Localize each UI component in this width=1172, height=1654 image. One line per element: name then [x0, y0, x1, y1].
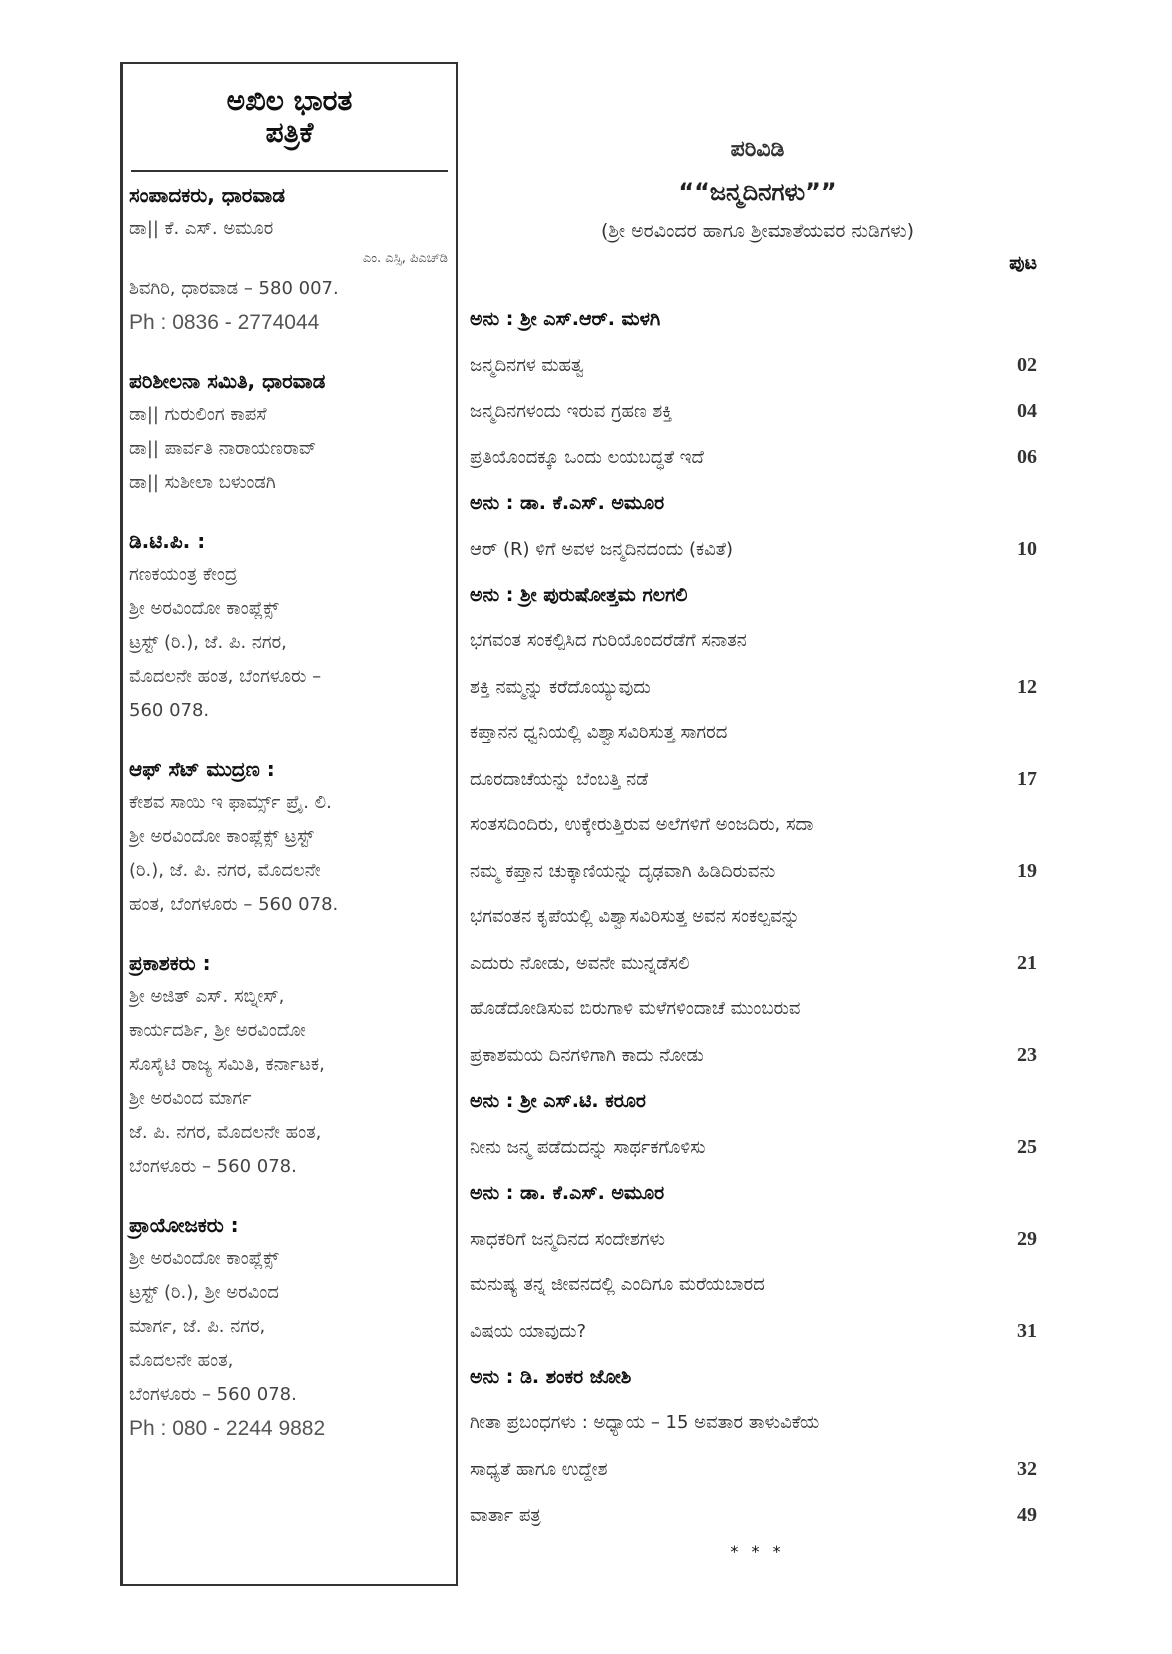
sponsor-phone: Ph : 080 - 2244 9882	[129, 1417, 326, 1440]
toc-title: ಹೊಡೆದೋಡಿಸುವ ಬಿರುಗಾಳಿ ಮಳೆಗಳಿಂದಾಚೆ ಮುಂಬರುವ	[470, 998, 801, 1019]
toc-page-number: 04	[1017, 400, 1037, 422]
toc-title: ಸಾಧಕರಿಗೆ ಜನ್ಮದಿನದ ಸಂದೇಶಗಳು	[470, 1229, 666, 1250]
toc-author	[470, 572, 1045, 618]
toc-title: ಅನು : ಶ್ರೀ ಎಸ್.ಆರ್. ಮಳಗಿ	[470, 308, 661, 330]
page-column-header: ಪುಟ	[1009, 252, 1037, 274]
toc-entry	[470, 434, 1045, 480]
offset-heading: ಆಫ್ ಸೆಟ್ ಮುದ್ರಣ :	[129, 757, 275, 781]
toc-page-number: 02	[1017, 354, 1037, 376]
publisher-line: ಕಾರ್ಯದರ್ಶಿ, ಶ್ರೀ ಅರವಿಂದೋ	[129, 1020, 306, 1041]
toc-page-number: 32	[1017, 1458, 1037, 1480]
toc-title: ನಮ್ಮ ಕಪ್ತಾನ ಚುಕ್ಕಾಣಿಯನ್ನು ದೃಢವಾಗಿ ಹಿಡಿದಿರುವನು	[470, 861, 776, 882]
end-mark: * * *	[730, 1542, 785, 1561]
toc-entry	[470, 802, 1045, 848]
toc-page-number: 29	[1017, 1228, 1037, 1250]
toc-title: ಭಗವಂತನ ಕೃಪೆಯಲ್ಲಿ ವಿಶ್ವಾಸವಿರಿಸುತ್ತ ಅವನ ಸಂಕಲ್ಪವನ್ನು	[470, 906, 800, 927]
review-member: ಡಾ|| ಪಾರ್ವತಿ ನಾರಾಯಣರಾವ್	[129, 438, 317, 459]
toc-title: ನೀನು ಜನ್ಮ ಪಡೆದುದನ್ನು ಸಾರ್ಥಕಗೊಳಿಸು	[470, 1137, 706, 1158]
toc-title: ಪ್ರತಿಯೊಂದಕ್ಕೂ ಒಂದು ಲಯಬದ್ಧತೆ ಇದೆ	[470, 447, 704, 468]
toc-title: ಸಾಧ್ಯತೆ ಹಾಗೂ ಉದ್ದೇಶ	[470, 1459, 608, 1480]
toc-title: ಗೀತಾ ಪ್ರಬಂಧಗಳು : ಅಧ್ಯಾಯ – 15 ಅವತಾರ ತಾಳುವಿಕೆಯ	[470, 1412, 820, 1433]
issue-subject: ““ಜನ್ಮದಿನಗಳು””	[678, 178, 837, 206]
dtp-line: ಟ್ರಸ್ಟ್ (ರಿ.), ಜೆ. ಪಿ. ನಗರ,	[129, 632, 287, 653]
toc-page-number: 12	[1017, 676, 1037, 698]
toc-title: ಅನು : ಶ್ರೀ ಎಸ್.ಟಿ. ಕರೂರ	[470, 1090, 646, 1112]
toc-title: ಜನ್ಮದಿನಗಳಂದು ಇರುವ ಗ್ರಹಣ ಶಕ್ತಿ	[470, 401, 673, 422]
toc-title: ಜನ್ಮದಿನಗಳ ಮಹತ್ವ	[470, 355, 584, 376]
toc-page-number: 21	[1017, 952, 1037, 974]
offset-line: ಹಂತ, ಬೆಂಗಳೂರು – 560 078.	[129, 894, 339, 915]
toc-entry	[470, 1262, 1045, 1308]
offset-line: ಕೇಶವ ಸಾಯಿ ಇ ಫಾರ್ಮ್ಸ್ ಪ್ರೈ. ಲಿ.	[129, 792, 332, 813]
toc-title: ಅನು : ಡಾ. ಕೆ.ಎಸ್. ಅಮೂರ	[470, 1182, 665, 1204]
toc-title: ಆರ್ (R) ಳಿಗೆ ಅವಳ ಜನ್ಮದಿನದಂದು (ಕವಿತೆ)	[470, 539, 734, 560]
toc-author	[470, 1078, 1045, 1124]
toc-title: ಸಂತಸದಿಂದಿರು, ಉಕ್ಕೇರುತ್ತಿರುವ ಅಲೆಗಳಿಗೆ ಅಂಜದಿರು, ಸದಾ	[470, 814, 814, 835]
toc-title: ಅನು : ಡಿ. ಶಂಕರ ಜೋಶಿ	[470, 1366, 632, 1388]
toc-page-number: 23	[1017, 1044, 1037, 1066]
sponsor-line: ಮಾರ್ಗ, ಜೆ. ಪಿ. ನಗರ,	[129, 1316, 266, 1337]
toc-title: ಶಕ್ತಿ ನಮ್ಮನ್ನು ಕರೆದೊಯ್ಯುವುದು	[470, 677, 651, 698]
dtp-line: ಗಣಕಯಂತ್ರ ಕೇಂದ್ರ	[129, 564, 238, 585]
toc-title: ವಿಷಯ ಯಾವುದು?	[470, 1321, 587, 1342]
toc-entry	[470, 342, 1045, 388]
toc-page-number: 10	[1017, 538, 1037, 560]
publisher-heading: ಪ್ರಕಾಶಕರು :	[129, 951, 211, 975]
offset-line: ಶ್ರೀ ಅರವಿಂದೋ ಕಾಂಪ್ಲೆಕ್ಸ್ ಟ್ರಸ್ಟ್	[129, 826, 314, 847]
dtp-heading: ಡಿ.ಟಿ.ಪಿ. :	[129, 529, 206, 553]
masthead-line: ಪತ್ರಿಕೆ	[265, 116, 314, 149]
toc-entry	[470, 1032, 1045, 1078]
editor-heading: ಸಂಪಾದಕರು, ಧಾರವಾಡ	[129, 183, 285, 207]
toc-page-number: 49	[1017, 1504, 1037, 1526]
masthead-line: ಅಖಿಲ ಭಾರತ	[226, 84, 353, 117]
toc-author	[470, 1354, 1045, 1400]
editor-qualification: ಎಂ. ಎಸ್ಸಿ, ಪಿಎಚ್‌ಡಿ	[362, 251, 448, 266]
editor-name: ಡಾ|| ಕೆ. ಎಸ್. ಅಮೂರ	[129, 218, 274, 239]
toc-page-number: 31	[1017, 1320, 1037, 1342]
toc-entry	[470, 1216, 1045, 1262]
sponsor-line: ಮೊದಲನೇ ಹಂತ,	[129, 1350, 234, 1371]
toc-page-number: 19	[1017, 860, 1037, 882]
editor-phone: Ph : 0836 - 2774044	[129, 311, 320, 334]
issue-subtitle: (ಶ್ರೀ ಅರವಿಂದರ ಹಾಗೂ ಶ್ರೀಮಾತೆಯವರ ನುಡಿಗಳು)	[600, 220, 915, 242]
toc-entry	[470, 756, 1045, 802]
toc-entry	[470, 1308, 1045, 1354]
sponsor-line: ಬೆಂಗಳೂರು – 560 078.	[129, 1384, 297, 1405]
dtp-line: 560 078.	[129, 700, 210, 721]
publisher-line: ಶ್ರೀ ಅಜಿತ್ ಎಸ್. ಸಬ್ನೀಸ್,	[129, 986, 285, 1007]
publisher-line: ಜೆ. ಪಿ. ನಗರ, ಮೊದಲನೇ ಹಂತ,	[129, 1122, 322, 1143]
toc-title: ಪ್ರಕಾಶಮಯ ದಿನಗಳಿಗಾಗಿ ಕಾದು ನೋಡು	[470, 1045, 704, 1066]
review-member: ಡಾ|| ಗುರುಲಿಂಗ ಕಾಪಸೆ	[129, 404, 267, 425]
review-heading: ಪರಿಶೀಲನಾ ಸಮಿತಿ, ಧಾರವಾಡ	[129, 369, 326, 393]
toc-title: ವಾರ್ತಾ ಪತ್ರ	[470, 1505, 541, 1526]
sponsor-line: ಟ್ರಸ್ಟ್ (ರಿ.), ಶ್ರೀ ಅರವಿಂದ	[129, 1282, 279, 1303]
toc-page-number: 06	[1017, 446, 1037, 468]
toc-entry	[470, 710, 1045, 756]
toc-entry	[470, 1124, 1045, 1170]
toc-title: ಅನು : ಡಾ. ಕೆ.ಎಸ್. ಅಮೂರ	[470, 492, 665, 514]
toc-author	[470, 296, 1045, 342]
sponsor-line: ಶ್ರೀ ಅರವಿಂದೋ ಕಾಂಪ್ಲೆಕ್ಸ್	[129, 1248, 279, 1269]
dtp-line: ಮೊದಲನೇ ಹಂತ, ಬೆಂಗಳೂರು –	[129, 666, 322, 687]
sponsor-heading: ಪ್ರಾಯೋಜಕರು :	[129, 1213, 239, 1237]
toc-entry	[470, 1446, 1045, 1492]
toc-title: ಎದುರು ನೋಡು, ಅವನೇ ಮುನ್ನಡೆಸಲಿ	[470, 953, 690, 974]
masthead-sidebar	[120, 62, 458, 1586]
toc-entry	[470, 940, 1045, 986]
toc-title: ಕಪ್ತಾನನ ಧ್ವನಿಯಲ್ಲಿ ವಿಶ್ವಾಸವಿರಿಸುತ್ತ ಸಾಗರದ	[470, 722, 728, 743]
table-of-contents	[470, 130, 1045, 1561]
toc-entry	[470, 894, 1045, 940]
toc-page-number: 17	[1017, 768, 1037, 790]
toc-title: ಭಗವಂತ ಸಂಕಲ್ಪಿಸಿದ ಗುರಿಯೊಂದರೆಡೆಗೆ ಸನಾತನ	[470, 630, 747, 651]
toc-entry	[470, 1492, 1045, 1538]
toc-author	[470, 1170, 1045, 1216]
dtp-line: ಶ್ರೀ ಅರವಿಂದೋ ಕಾಂಪ್ಲೆಕ್ಸ್	[129, 598, 279, 619]
toc-entry	[470, 986, 1045, 1032]
toc-entry	[470, 618, 1045, 664]
toc-entry	[470, 664, 1045, 710]
toc-title: ಅನು : ಶ್ರೀ ಪುರುಷೋತ್ತಮ ಗಲಗಲಿ	[470, 584, 688, 606]
editor-address: ಶಿವಗಿರಿ, ಧಾರವಾಡ – 580 007.	[129, 278, 339, 299]
toc-page-number: 25	[1017, 1136, 1037, 1158]
toc-entry	[470, 388, 1045, 434]
toc-author	[470, 480, 1045, 526]
toc-title: ಮನುಷ್ಯ ತನ್ನ ಜೀವನದಲ್ಲಿ ಎಂದಿಗೂ ಮರೆಯಬಾರದ	[470, 1274, 765, 1295]
offset-line: (ರಿ.), ಜೆ. ಪಿ. ನಗರ, ಮೊದಲನೇ	[129, 860, 321, 881]
publisher-line: ಶ್ರೀ ಅರವಿಂದ ಮಾರ್ಗ	[129, 1088, 252, 1109]
page-title: ಪರಿವಿಡಿ	[730, 137, 785, 162]
toc-list	[470, 296, 1045, 1538]
toc-title: ದೂರದಾಚೆಯನ್ನು ಬೆಂಬತ್ತಿ ನಡೆ	[470, 769, 649, 790]
publisher-line: ಬೆಂಗಳೂರು – 560 078.	[129, 1156, 297, 1177]
masthead	[131, 64, 448, 172]
toc-entry	[470, 848, 1045, 894]
review-member: ಡಾ|| ಸುಶೀಲಾ ಬಳುಂಡಗಿ	[129, 472, 276, 493]
publisher-line: ಸೊಸೈಟಿ ರಾಜ್ಯ ಸಮಿತಿ, ಕರ್ನಾಟಕ,	[129, 1054, 325, 1075]
toc-entry	[470, 526, 1045, 572]
toc-entry	[470, 1400, 1045, 1446]
